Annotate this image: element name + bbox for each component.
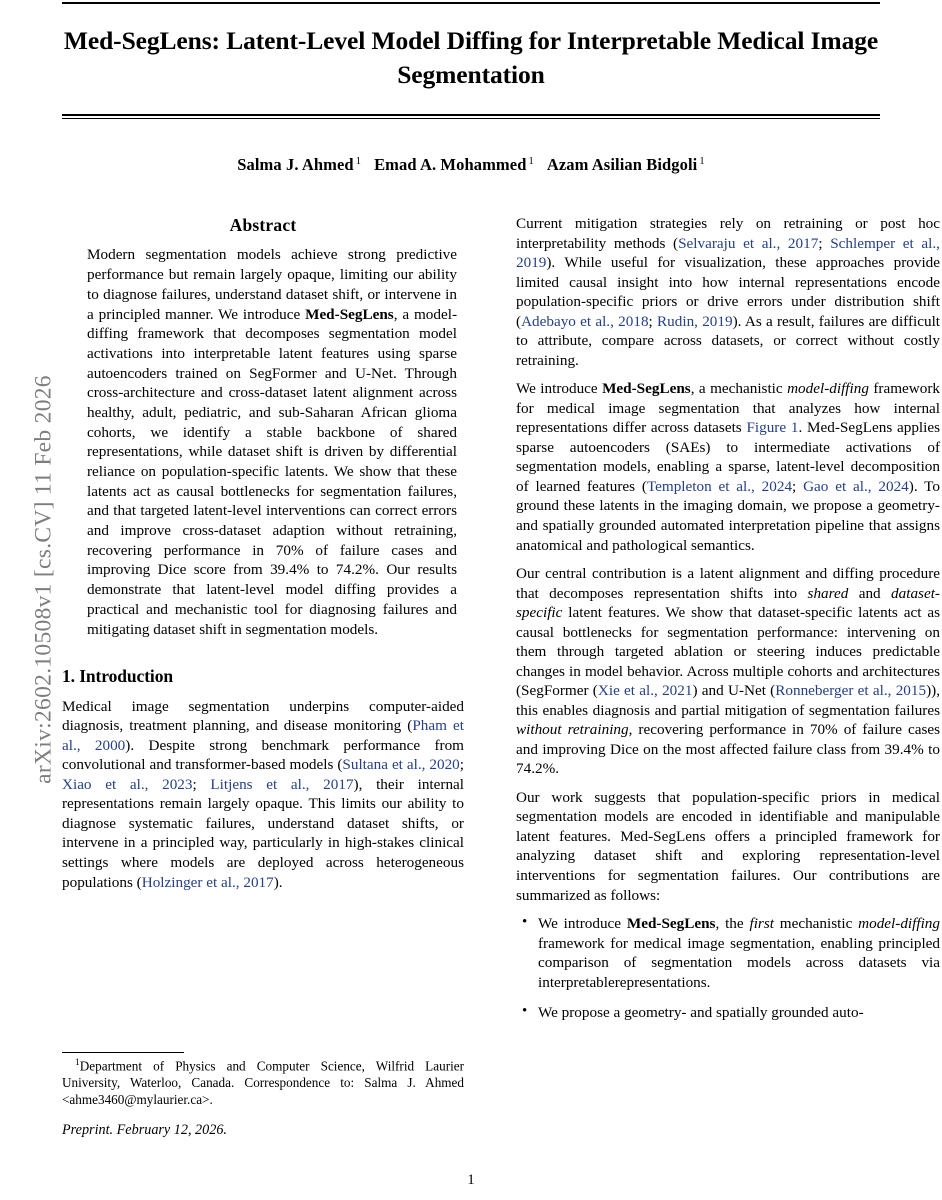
footnote-area: [62, 1052, 464, 1108]
page-title: Med-SegLens: Latent-Level Model Diffing for Interpretable Medical Image Segmentation: [63, 26, 879, 89]
text-run: Our central contribution is a latent alignment and diffing procedure that decomposes representation shifts into: [516, 565, 940, 602]
text-run: ;: [648, 312, 658, 330]
preprint-line: Preprint. February 12, 2026.: [62, 1122, 227, 1138]
author-entry: [547, 155, 705, 174]
right-paragraph-1: [516, 214, 940, 370]
abstract-heading: Abstract: [229, 215, 297, 235]
abstract-body: [87, 245, 457, 639]
text-run: ). As a result, failures are difficult to attribute, compare across datasets, or correct without costly retraining.: [516, 312, 941, 369]
italic-term: model-diffing: [787, 380, 869, 398]
list-item: [516, 914, 940, 992]
author-name: Emad A. Mohammed: [374, 155, 527, 174]
right-column: [516, 214, 940, 1034]
citation-link[interactable]: Xie et al., 2021: [597, 682, 693, 700]
text-run: ), their internal representations remain largely opaque. This limits our ability to diagnose systematic failures, understand dataset shifts, or intervene in a principled way, particularly in high-stakes clinical settings where models are deployed across heterogeneous populations (: [62, 775, 464, 891]
author-affiliation-marker: 1: [699, 155, 705, 167]
header-rule-top: [62, 2, 880, 4]
citation-link[interactable]: Selvaraju et al., 2017: [678, 234, 819, 252]
header-rule-under-title: [62, 114, 880, 119]
text-run: ). Despite strong benchmark performance from convolutional and transformer-based models (: [62, 736, 464, 774]
authors-line: [62, 155, 880, 175]
text-run: ).: [273, 873, 283, 891]
text-run: , recovering performance in 70% of failure cases and improving Dice on the most affected failure class from 39.4% to 74.2%.: [516, 721, 941, 778]
author-affiliation-marker: 1: [528, 155, 534, 167]
bold-term: Med-SegLens: [626, 915, 716, 933]
text-run: , a mechanistic: [690, 380, 788, 398]
title-block: [62, 24, 880, 92]
text-run: Current mitigation strategies rely on retraining or post hoc interpretability methods (: [516, 215, 940, 252]
text-run: framework for medical image segmentation that analyzes how internal representations differ across datasets: [516, 380, 941, 437]
citation-link[interactable]: Rudin, 2019: [657, 312, 733, 330]
contributions-list: [516, 914, 940, 1023]
text-run: framework for medical image segmentation, enabling principled comparison of segmentation models across datasets via interpretablerepresentations.: [538, 934, 940, 991]
citation-link[interactable]: Ronneberger et al., 2015: [775, 682, 927, 700]
text-run: mechanistic: [773, 915, 859, 933]
author-affiliation-marker: 1: [355, 155, 362, 167]
text-run: We propose a geometry- and spatially grounded auto-: [538, 1004, 864, 1022]
italic-term: without retraining: [516, 721, 629, 739]
page-number: 1: [467, 1172, 475, 1188]
citation-link[interactable]: Gao et al., 2024: [803, 477, 909, 495]
text-run: ;: [459, 756, 464, 774]
text-run: . Med-SegLens applies sparse autoencoders (SAEs) to intermediate activations of segmentation models, enabling a sparse, latent-level decomposition of learned features (: [516, 419, 941, 495]
abstract-text-part-2: , a model-diffing framework that decomposes segmentation model activations into interpretable latent features using sparse autoencoders trained on SegFormer and U-Net. Through cross-architecture and cross-dataset latent alignment across healthy, adult, pediatric, and sub-Saharan African glioma cohorts, we identify a stable backbone of shared representations, while dataset shift is driven by differential reliance on population-specific latents. We show that these latents act as causal bottlenecks for segmentation failures, and that targeted latent-level interventions can correct errors and improve cross-dataset adaption without retraining, recovering performance in 70% of failure cases and improving Dice score from 39.4% to 74.2%. Our results demonstrate that latent-level model diffing provides a practical and mechanistic tool for diagnosing failures and mitigating dataset shift in segmentation models.: [87, 305, 458, 638]
text-run: ) and U-Net (: [692, 682, 776, 700]
citation-link[interactable]: Templeton et al., 2024: [646, 477, 793, 495]
citation-link[interactable]: Schlemper et al., 2019: [516, 234, 940, 272]
text-run: ;: [792, 477, 804, 495]
list-item: [516, 1003, 940, 1023]
text-run: ;: [818, 234, 831, 252]
italic-term: model-diffing: [858, 915, 940, 933]
author-name: Azam Asilian Bidgoli: [546, 155, 698, 174]
author-entry: [374, 155, 534, 174]
citation-link[interactable]: Sultana et al., 2020: [342, 756, 460, 774]
text-run: ). While useful for visualization, these approaches provide limited causal insight into how internal representations encode population-specific priors or drive errors under distribution shift (: [516, 254, 940, 330]
text-run: Department of Physics and Computer Science, Wilfrid Laurier University, Waterloo, Canada. Correspondence to: Salma J. Ahmed <ahme3460@mylaurier.ca>.: [62, 1058, 464, 1107]
author-entry: [237, 155, 361, 174]
abstract-text-part-1: Modern segmentation models achieve strong predictive performance but remain largely opaque, limiting our ability to diagnose failures, understand dataset shift, or intervene in a principled manner. We introduce: [87, 246, 457, 323]
left-column: [62, 214, 464, 901]
text-run: Medical image segmentation underpins computer-aided diagnosis, treatment planning, and disease monitoring (: [62, 697, 464, 735]
right-paragraph-4: Our work suggests that population-specific priors in medical segmentation models are encoded in identifiable and manipulable latent features. Med-SegLens offers a principled framework for analyzing dataset shift and exploring representation-level interventions for segmentation failures. Our contributions are summarized as follows:: [516, 788, 940, 904]
right-paragraph-2: [516, 379, 940, 555]
bold-term: Med-SegLens: [602, 380, 691, 398]
footnote-rule: [62, 1052, 184, 1053]
citation-link[interactable]: Adebayo et al., 2018: [521, 312, 649, 330]
italic-term: shared: [807, 584, 849, 602]
text-run: )), this enables diagnosis and partial mitigation of segmentation failures: [516, 682, 940, 719]
abstract-bold-term: Med-SegLens: [305, 305, 394, 323]
citation-link[interactable]: Litjens et al., 2017: [210, 775, 354, 793]
citation-link[interactable]: Xiao et al., 2023: [62, 775, 193, 793]
text-run: ). To ground these latents in the imaging domain, we propose a geometry- and spatially grounded automated interpretation pipeline that assigns anatomical and pathological semantics.: [516, 477, 940, 554]
italic-term: first: [749, 915, 774, 933]
citation-link[interactable]: Holzinger et al., 2017: [141, 873, 274, 891]
footnote-text: [62, 1058, 464, 1108]
text-run: and: [848, 584, 892, 602]
author-name: Salma J. Ahmed: [237, 155, 354, 174]
section-heading-introduction: 1. Introduction: [62, 666, 173, 687]
figure-reference-link[interactable]: Figure 1: [746, 419, 799, 437]
citation-link[interactable]: Pham et al., 2000: [62, 717, 464, 754]
intro-paragraph-1: [62, 697, 464, 892]
text-run: We introduce: [516, 380, 603, 398]
text-run: latent features. We show that dataset-specific latents act as causal bottlenecks for segmentation performance: intervening on them through targeted ablation or steering induces predictable changes in model behavior. Across multiple cohorts and architectures (SegFormer (: [516, 604, 940, 700]
italic-term: dataset-specific: [516, 584, 940, 622]
text-run: We introduce: [538, 915, 627, 933]
arxiv-stamp: arXiv:2602.10508v1 [cs.CV] 11 Feb 2026: [30, 375, 57, 784]
text-run: , the: [715, 915, 750, 933]
right-paragraph-3: [516, 564, 940, 779]
text-run: ;: [192, 775, 211, 793]
footnote-marker: 1: [75, 1058, 80, 1068]
